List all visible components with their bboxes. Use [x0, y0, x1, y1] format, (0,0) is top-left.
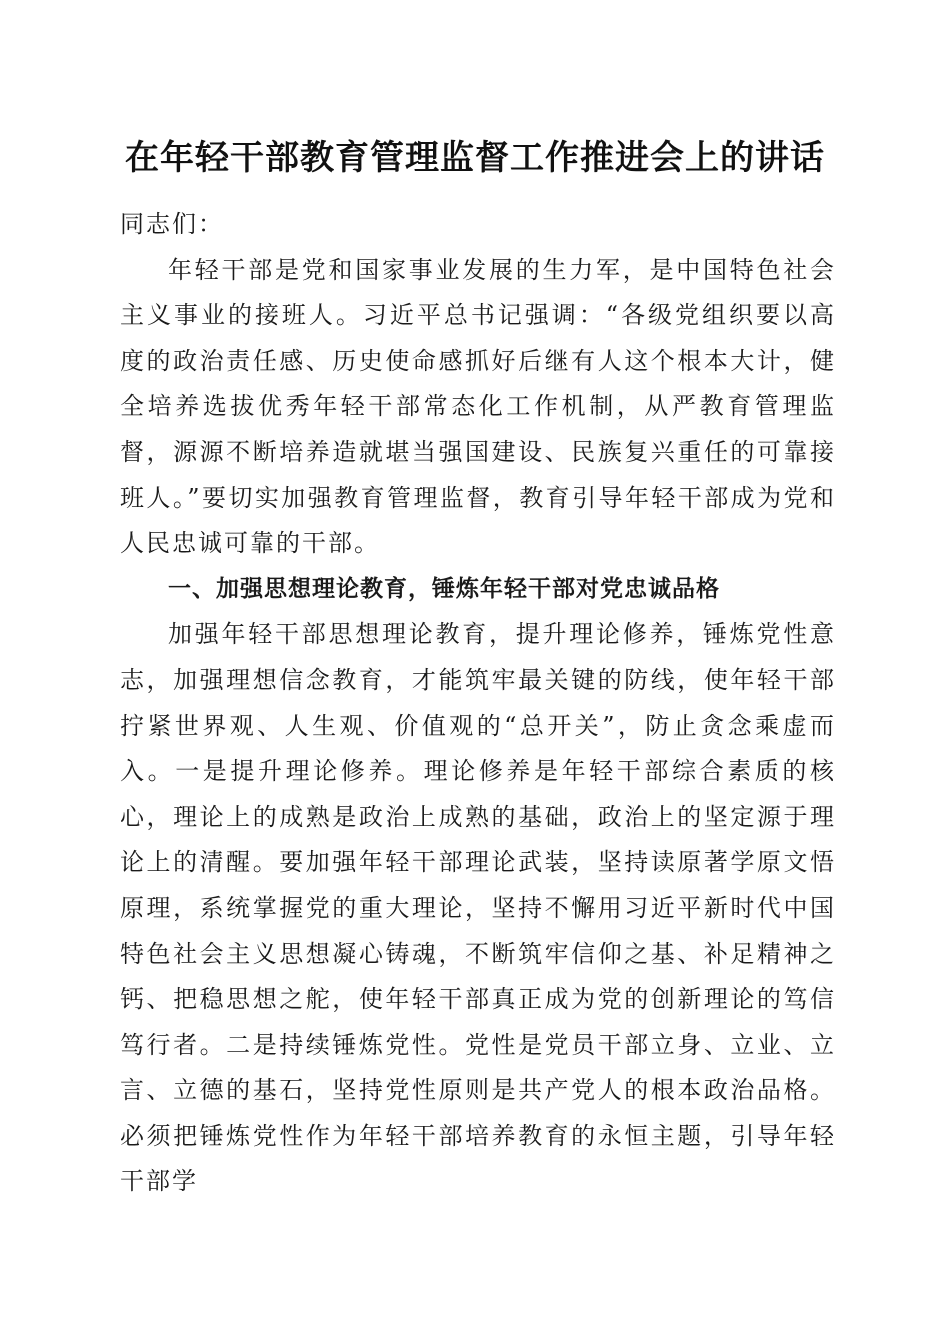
page-title: 在年轻干部教育管理监督工作推进会上的讲话	[125, 138, 825, 178]
salutation: 同志们：	[120, 210, 224, 238]
document-body	[120, 202, 836, 1205]
section-paragraph: 加强年轻干部思想理论教育，提升理论修养，锤炼党性意志，加强理想信念教育，才能筑牢最关键的防线，使年轻干部拧紧世界观、人生观、价值观的“总开关”，防止贪念乘虚而入。一是提升理论修养。理论修养是年轻干部综合素质的核心，理论上的成熟是政治上成熟的基础，政治上的坚定源于理论上的清醒。要加强年轻干部理论武装，坚持读原著学原文悟原理，系统掌握党的重大理论，坚持不懈用习近平新时代中国特色社会主义思想凝心铸魂，不断筑牢信仰之基、补足精神之钙、把稳思想之舵，使年轻干部真正成为党的创新理论的笃信笃行者。二是持续锤炼党性。党性是党员干部立身、立业、立言、立德的基石，坚持党性原则是共产党人的根本政治品格。必须把锤炼党性作为年轻干部培养教育的永恒主题，引导年轻干部学	[120, 620, 836, 1196]
section-heading: 一、加强思想理论教育，锤炼年轻干部对党忠诚品格	[168, 575, 720, 602]
intro-paragraph: 年轻干部是党和国家事业发展的生力军，是中国特色社会主义事业的接班人。习近平总书记强调：“各级党组织要以高度的政治责任感、历史使命感抓好后继有人这个根本大计，健全培养选拔优秀年轻干部常态化工作机制，从严教育管理监督，源源不断培养造就堪当强国建设、民族复兴重任的可靠接班人。”要切实加强教育管理监督，教育引导年轻干部成为党和人民忠诚可靠的干部。	[120, 255, 836, 558]
